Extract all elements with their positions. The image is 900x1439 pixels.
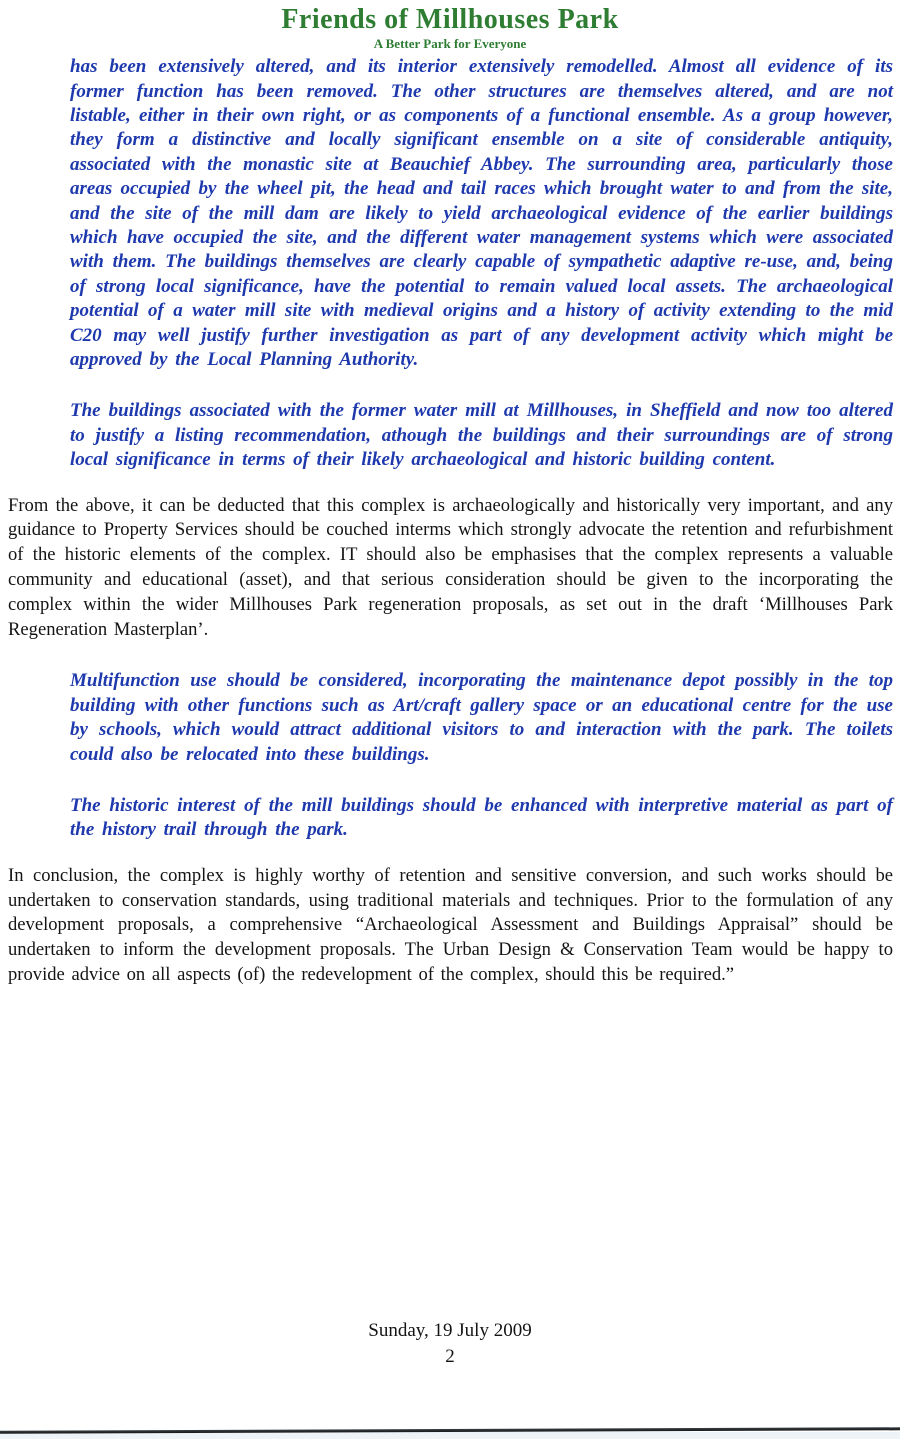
footer-page-number: 2	[445, 1346, 455, 1367]
paragraph-gap	[0, 642, 900, 669]
body-paragraph-1: From the above, it can be deducted that this complex is archaeologically and historically very important, and any guidance to Property Services should be couched interms which strongly advocate the retention and refurbishment of the historic elements of the complex. IT should also be emphasises that the complex represents a valuable community and educational (asset), and that serious consideration should be given to the incorporating the complex within the wider Millhouses Park regeneration proposals, as set out in the draft ‘Millhouses Park Regeneration Masterplan’.	[8, 494, 893, 640]
quoted-paragraph-2: The buildings associated with the former water mill at Millhouses, in Sheffield and now too altered to justify a listing recommendation, athough the buildings and their surroundings are of strong local significance in terms of their likely archaeological and historic building content.	[70, 400, 893, 471]
paragraph-gap	[0, 372, 900, 399]
document-body	[0, 51, 900, 988]
paragraph-gap	[0, 767, 900, 794]
quoted-paragraph-3: Multifunction use should be considered, incorporating the maintenance depot possibly in the top building with other functions such as Art/craft gallery space or an educational centre for the use by schools, which would attract additional visitors to and interaction with the park. The toilets could also be relocated into these buildings.	[70, 670, 893, 765]
quoted-paragraph-4: The historic interest of the mill buildings should be enhanced with interpretive material as part of the history trail through the park.	[70, 795, 893, 841]
document-footer	[0, 1318, 900, 1370]
footer-date: Sunday, 19 July 2009	[368, 1320, 532, 1341]
body-paragraph-2: In conclusion, the complex is highly worthy of retention and sensitive conversion, and such works should be undertaken to conservation standards, using traditional materials and techniques. Prior to the formulation of any development proposals, a comprehensive “Archaeological Assessment and Buildings Appraisal” should be undertaken to inform the development proposals. The Urban Design & Conservation Team would be happy to provide advice on all aspects (of) the redevelopment of the complex, should this be required.”	[8, 864, 893, 985]
org-subtitle: A Better Park for Everyone	[373, 35, 527, 51]
org-title: Friends of Millhouses Park	[281, 4, 619, 35]
paragraph-gap	[0, 843, 900, 864]
paragraph-gap	[0, 473, 900, 494]
quoted-paragraph-1: has been extensively altered, and its interior extensively remodelled. Almost all evidence of its former function has been removed. The other structures are themselves altered, and are not listable, either in their own right, or as components of a functional ensemble. As a group however, they form a distinctive and locally significant ensemble on a site of considerable antiquity, associated with the monastic site at Beauchief Abbey. The surrounding area, particularly those areas occupied by the wheel pit, the head and tail races which brought water to and from the site, and the site of the mill dam are likely to yield archaeological evidence of the earlier buildings which have occupied the site, and the different water management systems which were associated with them. The buildings themselves are clearly capable of sympathetic adaptive re-use, and, being of strong local significance, have the potential to remain valued local assets. The archaeological potential of a water mill site with medieval origins and a history of activity extending to the mid C20 may well justify further investigation as part of any development activity which might be approved by the Local Planning Authority.	[70, 56, 893, 370]
document-header	[0, 0, 900, 51]
